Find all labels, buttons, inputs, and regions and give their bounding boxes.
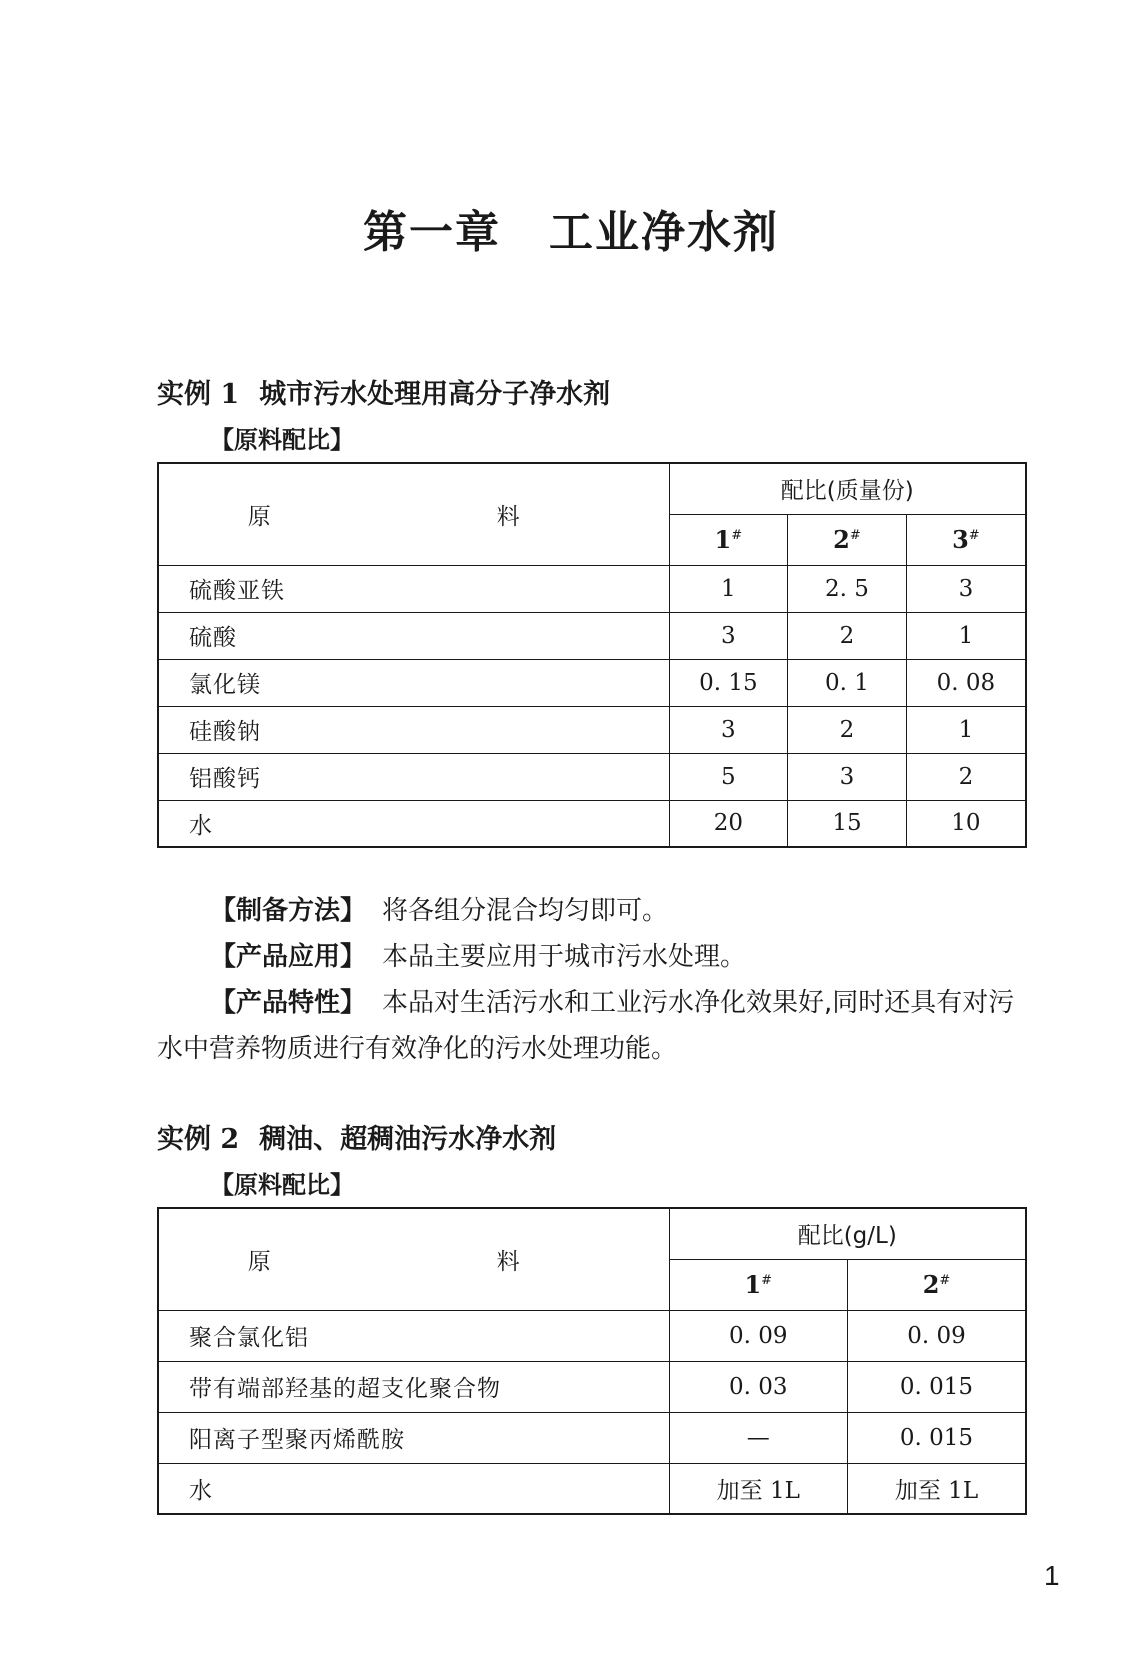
example-2-title: 稠油、超稠油污水净水剂 xyxy=(259,1124,557,1155)
ratio-cell: 5 xyxy=(669,753,788,800)
material-name: 阳离子型聚丙烯酰胺 xyxy=(158,1412,669,1463)
ratio-cell: 3 xyxy=(906,565,1026,612)
example-2-table xyxy=(157,1207,1027,1515)
example-2-heading xyxy=(157,1117,556,1156)
ratio-cell: 2. 5 xyxy=(788,565,907,612)
application-paragraph xyxy=(157,934,1027,980)
features-tag: 【产品特性】 xyxy=(210,988,367,1018)
ratio-cell: 0. 09 xyxy=(669,1310,847,1361)
features-text: 本品对生活污水和工业污水净化效果好,同时还具有对污水中营养物质进行有效净化的污水处理功能。 xyxy=(157,988,1015,1064)
ratio-header: 配比(g/L) xyxy=(669,1208,1026,1259)
chapter-title xyxy=(0,196,1142,260)
example-2-label: 实例 2 xyxy=(157,1124,240,1155)
material-name: 带有端部羟基的超支化聚合物 xyxy=(158,1361,669,1412)
ratio-cell: 2 xyxy=(788,706,907,753)
material-name: 氯化镁 xyxy=(158,659,669,706)
table-header-row xyxy=(158,1208,1026,1259)
application-text: 本品主要应用于城市污水处理。 xyxy=(382,942,747,972)
ratio-cell: 2 xyxy=(906,753,1026,800)
chapter-number: 第一章 xyxy=(363,207,501,258)
ratio-cell: 3 xyxy=(669,612,788,659)
material-header: 原 料 xyxy=(158,1208,669,1310)
column-header: 2# xyxy=(788,514,907,565)
ratio-cell: 0. 08 xyxy=(906,659,1026,706)
ratio-cell: 0. 09 xyxy=(847,1310,1026,1361)
ratio-cell: 1 xyxy=(906,612,1026,659)
example-1-ingredients-label: 【原料配比】 xyxy=(210,426,354,454)
table-row xyxy=(158,612,1026,659)
material-name: 铝酸钙 xyxy=(158,753,669,800)
column-header: 2# xyxy=(847,1259,1026,1310)
ratio-header: 配比(质量份) xyxy=(669,463,1026,514)
table-header-row xyxy=(158,463,1026,514)
table-row xyxy=(158,706,1026,753)
example-1-table xyxy=(157,462,1027,848)
example-2-ingredients-label: 【原料配比】 xyxy=(210,1171,354,1199)
page-number: 1 xyxy=(1044,1560,1060,1591)
ratio-cell: 3 xyxy=(788,753,907,800)
material-name: 水 xyxy=(158,800,669,847)
ratio-cell: 15 xyxy=(788,800,907,847)
ratio-cell: 加至 1L xyxy=(669,1463,847,1514)
ratio-cell: 0. 015 xyxy=(847,1361,1026,1412)
table-row xyxy=(158,1310,1026,1361)
chapter-name: 工业净水剂 xyxy=(549,207,779,258)
ratio-cell: 20 xyxy=(669,800,788,847)
table-row xyxy=(158,1463,1026,1514)
ratio-cell: 0. 015 xyxy=(847,1412,1026,1463)
ratio-cell: 0. 15 xyxy=(669,659,788,706)
material-name: 硫酸亚铁 xyxy=(158,565,669,612)
table-row xyxy=(158,565,1026,612)
ratio-cell: 1 xyxy=(906,706,1026,753)
material-header: 原 料 xyxy=(158,463,669,565)
ratio-cell: 0. 03 xyxy=(669,1361,847,1412)
column-header: 1# xyxy=(669,1259,847,1310)
table-row xyxy=(158,659,1026,706)
application-tag: 【产品应用】 xyxy=(210,942,367,972)
material-name: 水 xyxy=(158,1463,669,1514)
features-paragraph xyxy=(157,980,1027,1072)
table-row xyxy=(158,1361,1026,1412)
table-row xyxy=(158,800,1026,847)
table-row xyxy=(158,753,1026,800)
preparation-tag: 【制备方法】 xyxy=(210,896,367,926)
material-name: 聚合氯化铝 xyxy=(158,1310,669,1361)
preparation-text: 将各组分混合均匀即可。 xyxy=(382,896,669,926)
ratio-cell: 加至 1L xyxy=(847,1463,1026,1514)
preparation-paragraph xyxy=(157,888,1027,934)
ratio-cell: — xyxy=(669,1412,847,1463)
ratio-cell: 10 xyxy=(906,800,1026,847)
table-row xyxy=(158,1412,1026,1463)
material-name: 硅酸钠 xyxy=(158,706,669,753)
ratio-cell: 1 xyxy=(669,565,788,612)
example-1-label: 实例 1 xyxy=(157,379,240,410)
column-header: 3# xyxy=(906,514,1026,565)
column-header: 1# xyxy=(669,514,788,565)
example-1-heading xyxy=(157,372,610,411)
ratio-cell: 2 xyxy=(788,612,907,659)
ratio-cell: 3 xyxy=(669,706,788,753)
example-1-title: 城市污水处理用高分子净水剂 xyxy=(259,379,611,410)
ratio-cell: 0. 1 xyxy=(788,659,907,706)
material-name: 硫酸 xyxy=(158,612,669,659)
